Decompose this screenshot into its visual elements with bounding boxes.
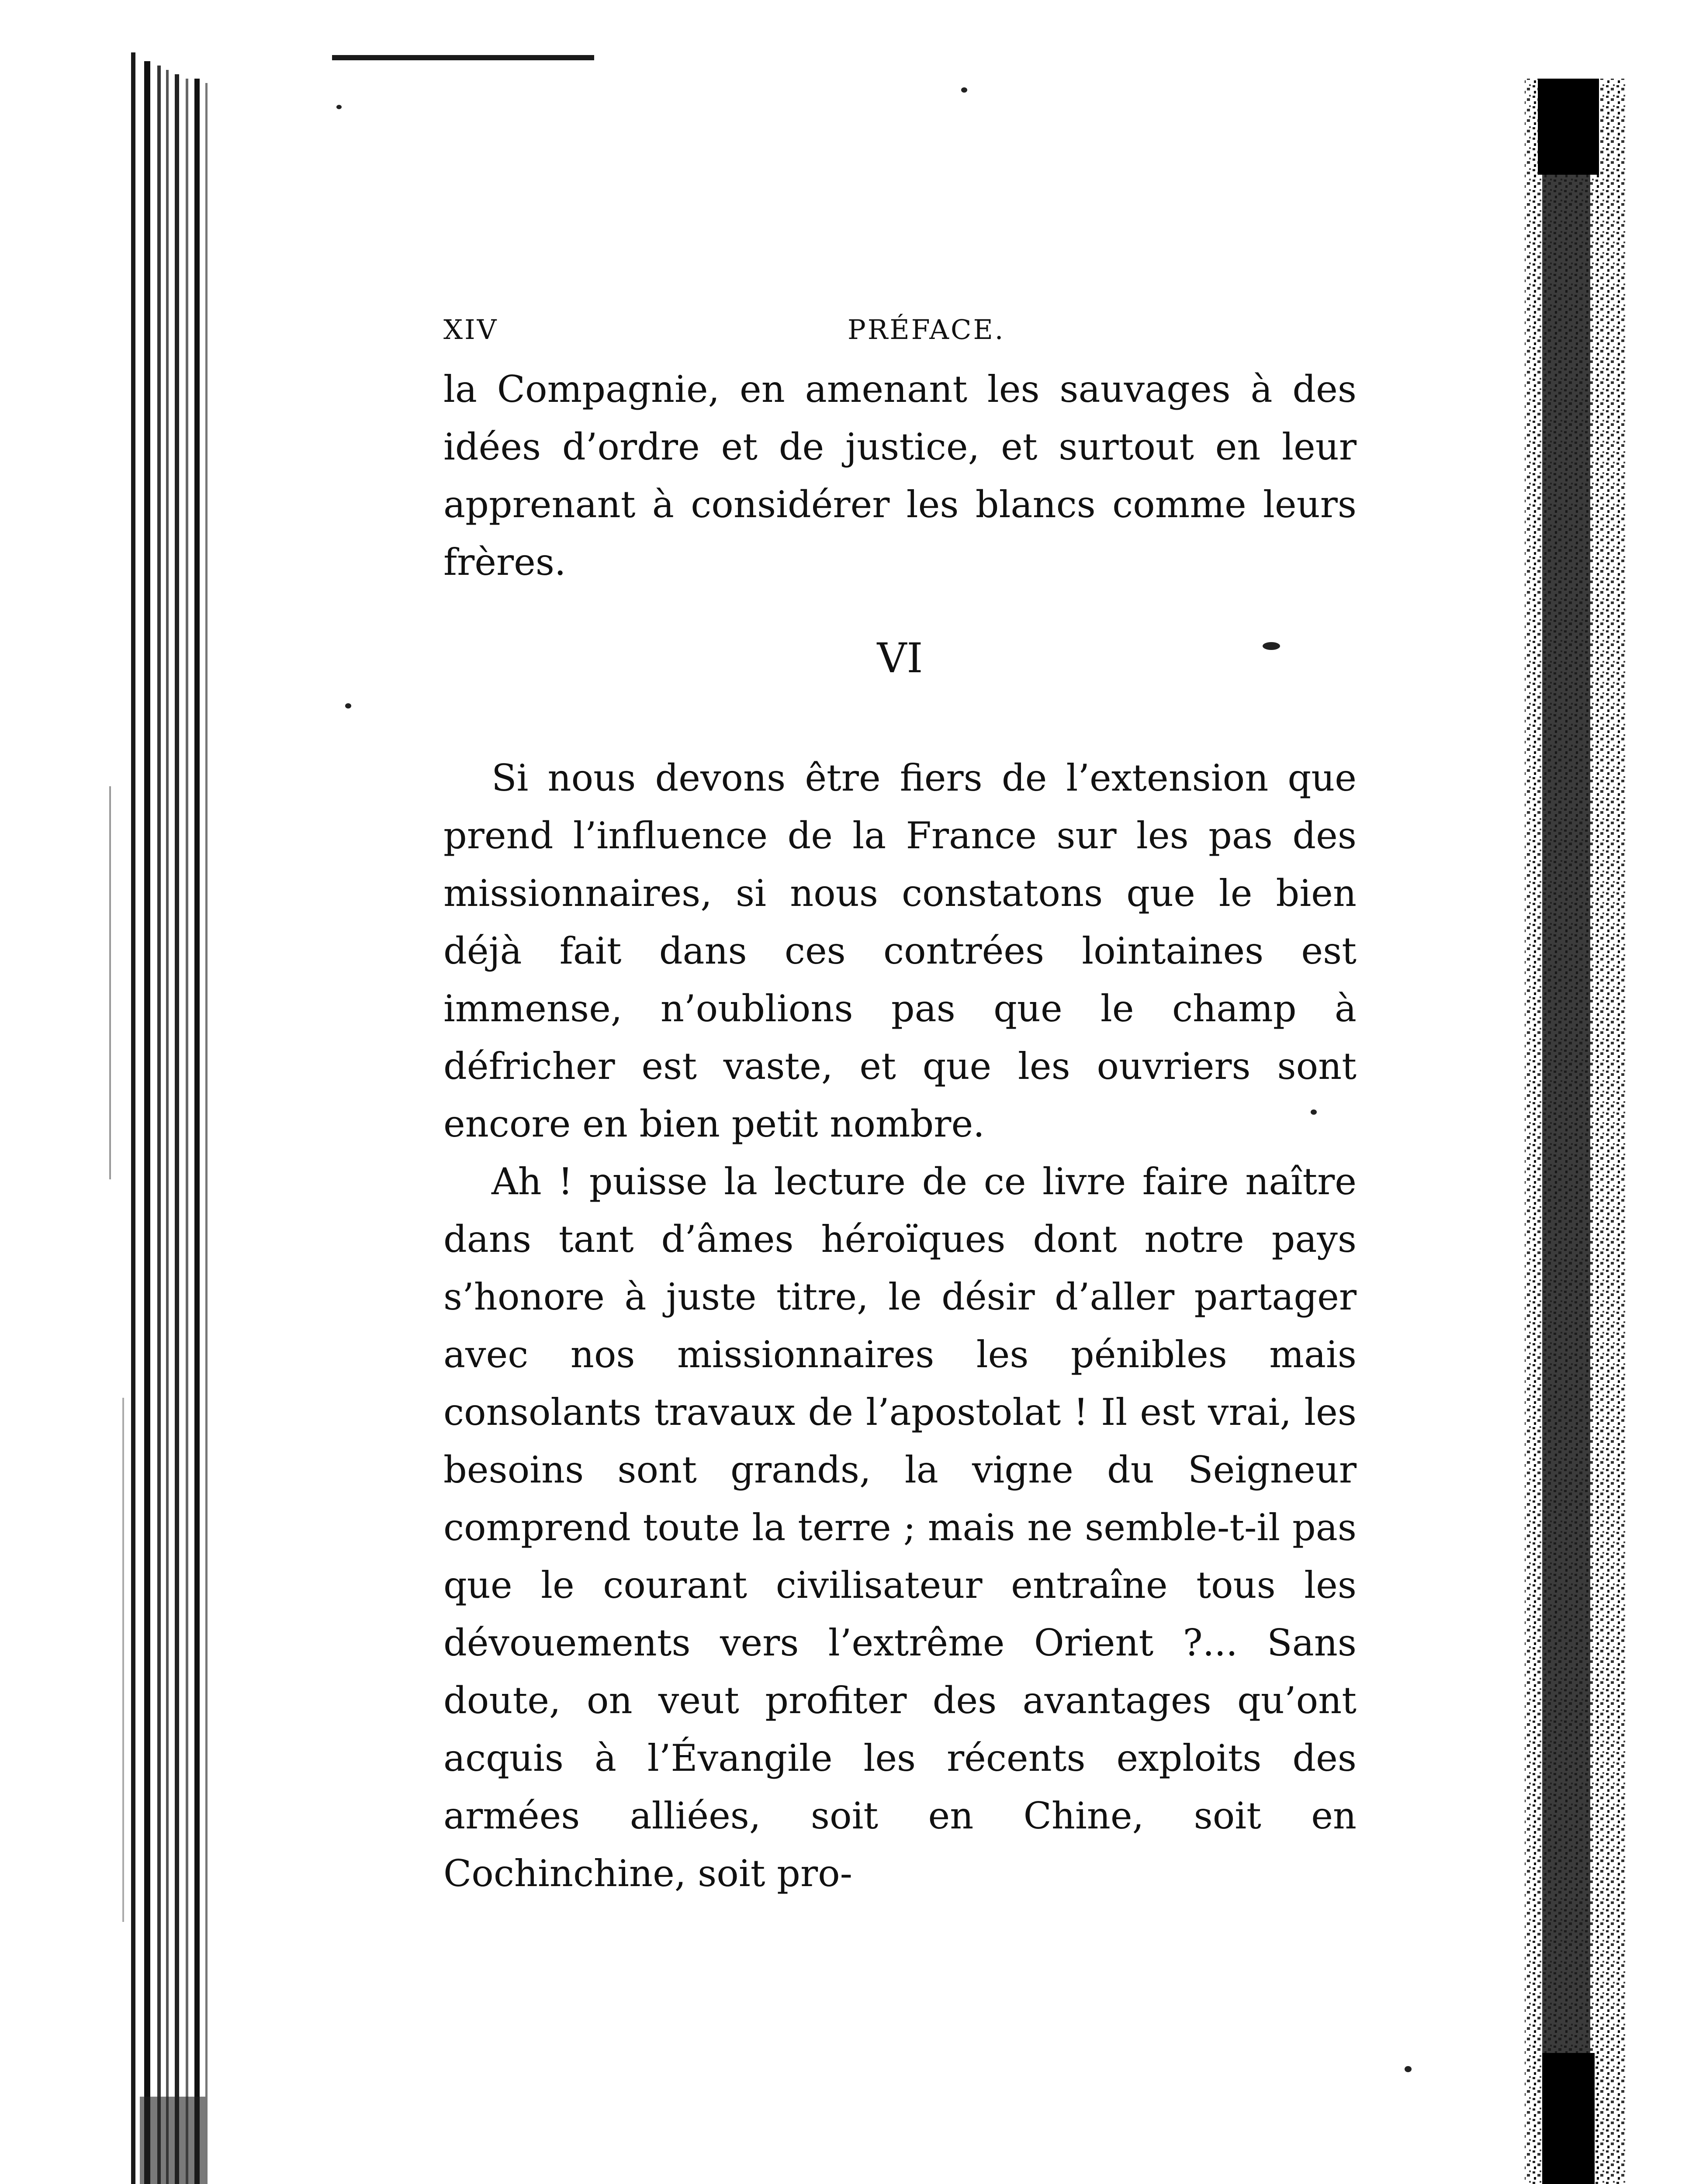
scan-speck xyxy=(345,703,351,708)
text-block-continuation xyxy=(443,360,1357,591)
right-edge-shadow xyxy=(1437,0,1682,2184)
paragraph-1: Si nous devons être fiers de l’extension que prend l’influence de la France sur les pas des missionnaires, si nous constatons que le bien déjà fait dans ces contrées lointaines est immense, n’oublions pas que le champ à défricher est vaste, et que les ouvriers sont encore en bien petit nombre. xyxy=(443,757,1357,1145)
paragraph-continuation: la Compagnie, en amenant les sauvages à des idées d’ordre et de justice, et surtout en leur apprenant à considérer les blancs comme leurs frères. xyxy=(443,368,1357,584)
page-header xyxy=(443,314,1335,353)
section-heading: VI xyxy=(877,635,923,682)
page-number: XIV xyxy=(443,314,498,346)
left-binding-shadow xyxy=(0,0,227,2184)
scan-speck xyxy=(336,105,342,109)
scan-speck xyxy=(1405,2066,1412,2072)
text-block-section-vi xyxy=(443,749,1357,1902)
top-rule xyxy=(332,55,594,60)
paragraph-2: Ah ! puisse la lecture de ce livre faire naître dans tant d’âmes héroïques dont notre pays s’honore à juste titre, le désir d’aller partager avec nos missionnaires les pénibles mais consolants travaux de l’apostolat ! Il est vrai, les besoins sont grands, la vigne du Seigneur comprend toute la terre ; mais ne semble-t-il pas que le courant civilisateur entraîne tous les dévouements vers l’extrême Orient ?... Sans doute, on veut profiter des avantages qu’ont acquis à l’Évangile les récents exploits des armées alliées, soit en Chine, soit en Cochinchine, soit pro- xyxy=(443,1160,1357,1895)
scan-speck xyxy=(961,87,967,93)
running-title: PRÉFACE. xyxy=(848,314,1005,346)
